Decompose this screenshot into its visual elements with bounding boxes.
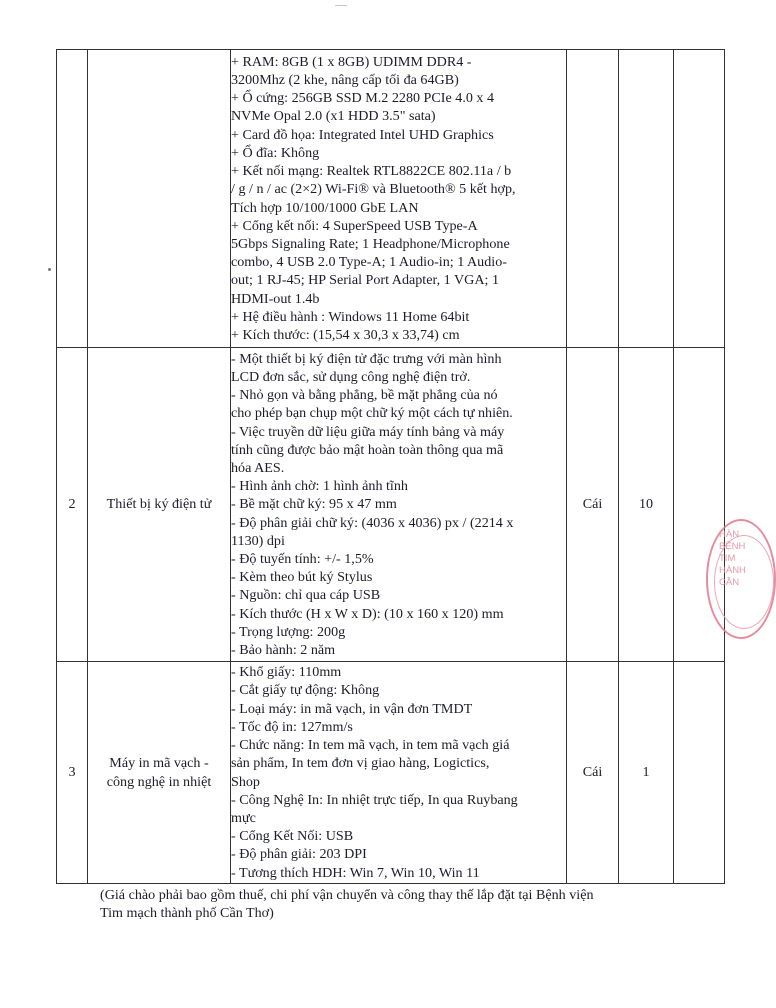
spec-line: 1130) dpi bbox=[231, 532, 285, 549]
spec-line: + Card đồ họa: Integrated Intel UHD Graphics bbox=[231, 126, 494, 143]
item-name-line: Máy in mã vạch - bbox=[109, 755, 209, 772]
spec-line: - Cắt giấy tự động: Không bbox=[231, 682, 380, 699]
spec-line: - Nhỏ gọn và bằng phẳng, bề mặt phẳng của nó bbox=[231, 387, 498, 404]
spec-line: out; 1 RJ-45; HP Serial Port Adapter, 1 VGA; 1 bbox=[231, 272, 499, 289]
item-name: Thiết bị ký điện tử bbox=[88, 348, 231, 662]
spec-line: + Kích thước: (15,54 x 30,3 x 33,74) cm bbox=[231, 326, 460, 343]
spec-line: - Cổng Kết Nối: USB bbox=[231, 828, 354, 845]
table-row bbox=[57, 50, 725, 348]
spec-line: tính cũng được bảo mật hoàn toàn thông qua mã bbox=[231, 441, 504, 458]
spec-line: - Công Nghệ In: In nhiệt trực tiếp, In qua Ruybang bbox=[231, 791, 518, 808]
item-name bbox=[88, 662, 231, 884]
price-footnote bbox=[100, 886, 720, 922]
item-spec bbox=[231, 662, 567, 884]
spec-line: - Độ phân giải chữ ký: (4036 x 4036) px / (2214 x bbox=[231, 514, 514, 531]
spec-line: + RAM: 8GB (1 x 8GB) UDIMM DDR4 - bbox=[231, 53, 472, 70]
row-number bbox=[57, 50, 88, 348]
stamp-text: TIM bbox=[719, 553, 736, 564]
spec-line: - Trọng lượng: 200g bbox=[231, 623, 346, 640]
stamp-text: CẦN bbox=[719, 577, 740, 588]
item-quantity: 1 bbox=[619, 662, 674, 884]
item-unit bbox=[567, 50, 619, 348]
spec-line: - Khổ giấy: 110mm bbox=[231, 664, 342, 681]
stamp-text: HÀN bbox=[719, 529, 740, 540]
item-quantity bbox=[619, 50, 674, 348]
spec-line: - Độ tuyến tính: +/- 1,5% bbox=[231, 551, 374, 567]
spec-line: 5Gbps Signaling Rate; 1 Headphone/Microphone bbox=[231, 235, 510, 252]
spec-line: - Một thiết bị ký điện tử đặc trưng với màn hình bbox=[231, 350, 502, 367]
spec-line: - Tương thích HDH: Win 7, Win 10, Win 11 bbox=[231, 864, 480, 881]
item-spec bbox=[231, 50, 567, 348]
footnote-line: Tim mạch thành phố Cần Thơ) bbox=[100, 905, 274, 922]
item-note bbox=[674, 50, 725, 348]
footnote-line: (Giá chào phải bao gồm thuế, chi phí vận chuyển và công thay thế lắp đặt tại Bệnh viện bbox=[100, 887, 594, 903]
equipment-spec-table bbox=[56, 49, 725, 884]
item-quantity: 10 bbox=[619, 348, 674, 662]
spec-line: combo, 4 USB 2.0 Type-A; 1 Audio-in; 1 Audio- bbox=[231, 254, 507, 271]
spec-line: + Kết nối mạng: Realtek RTL8822CE 802.11a / b bbox=[231, 163, 512, 180]
spec-line: Tích hợp 10/100/1000 GbE LAN bbox=[231, 199, 419, 216]
spec-line: sản phẩm, In tem đơn vị giao hàng, Logictics, bbox=[231, 755, 490, 772]
item-spec bbox=[231, 348, 567, 662]
spec-line: / g / n / ac (2×2) Wi-Fi® và Bluetooth® 5 kết hợp, bbox=[231, 181, 516, 198]
spec-line: - Loại máy: in mã vạch, in vận đơn TMDT bbox=[231, 700, 473, 717]
spec-line: - Việc truyền dữ liệu giữa máy tính bảng và máy bbox=[231, 423, 505, 440]
official-red-stamp bbox=[706, 519, 776, 639]
stamp-text: BỆNH bbox=[719, 541, 746, 552]
spec-line: 3200Mhz (2 khe, nâng cấp tối đa 64GB) bbox=[231, 72, 459, 89]
spec-line: + Cổng kết nối: 4 SuperSpeed USB Type-A bbox=[231, 217, 478, 234]
stamp-text: HÀNH bbox=[719, 565, 746, 576]
item-note bbox=[674, 662, 725, 884]
spec-line: hóa AES. bbox=[231, 459, 285, 476]
spec-line: - Kèm theo bút ký Stylus bbox=[231, 569, 373, 586]
spec-line: cho phép bạn chụp một chữ ký một cách tự nhiên. bbox=[231, 405, 513, 422]
spec-line: + Ổ đĩa: Không bbox=[231, 144, 320, 161]
row-number: 2 bbox=[57, 348, 88, 662]
scan-edge-mark bbox=[0, 0, 38, 38]
spec-line: HDMI-out 1.4b bbox=[231, 290, 320, 307]
spec-line: + Ổ cứng: 256GB SSD M.2 2280 PCIe 4.0 x 4 bbox=[231, 90, 495, 107]
spec-line: NVMe Opal 2.0 (x1 HDD 3.5" sata) bbox=[231, 108, 436, 125]
spec-line: Shop bbox=[231, 773, 260, 790]
row-number: 3 bbox=[57, 662, 88, 884]
spec-line: - Hình ảnh chờ: 1 hình ảnh tĩnh bbox=[231, 478, 408, 495]
item-name-line: công nghệ in nhiệt bbox=[106, 773, 212, 790]
spec-line: - Tốc độ in: 127mm/s bbox=[231, 718, 353, 735]
spec-line: LCD đơn sắc, sử dụng công nghệ điện trở. bbox=[231, 368, 471, 385]
spec-line: - Kích thước (H x W x D): (10 x 160 x 120) mm bbox=[231, 605, 504, 622]
item-name bbox=[88, 50, 231, 348]
scan-dot bbox=[48, 268, 51, 271]
spec-line: - Độ phân giải: 203 DPI bbox=[231, 846, 367, 863]
spec-line: mực bbox=[231, 809, 256, 826]
item-unit: Cái bbox=[567, 662, 619, 884]
scan-speck bbox=[335, 5, 347, 6]
spec-line: - Bảo hành: 2 năm bbox=[231, 642, 336, 659]
spec-line: + Hệ điều hành : Windows 11 Home 64bit bbox=[231, 308, 470, 325]
spec-line: - Chức năng: In tem mã vạch, in tem mã vạch giá bbox=[231, 737, 510, 754]
spec-line: - Bề mặt chữ ký: 95 x 47 mm bbox=[231, 496, 397, 513]
item-unit: Cái bbox=[567, 348, 619, 662]
table-row bbox=[57, 662, 725, 884]
table-row bbox=[57, 348, 725, 662]
spec-line: - Nguồn: chỉ qua cáp USB bbox=[231, 587, 381, 604]
